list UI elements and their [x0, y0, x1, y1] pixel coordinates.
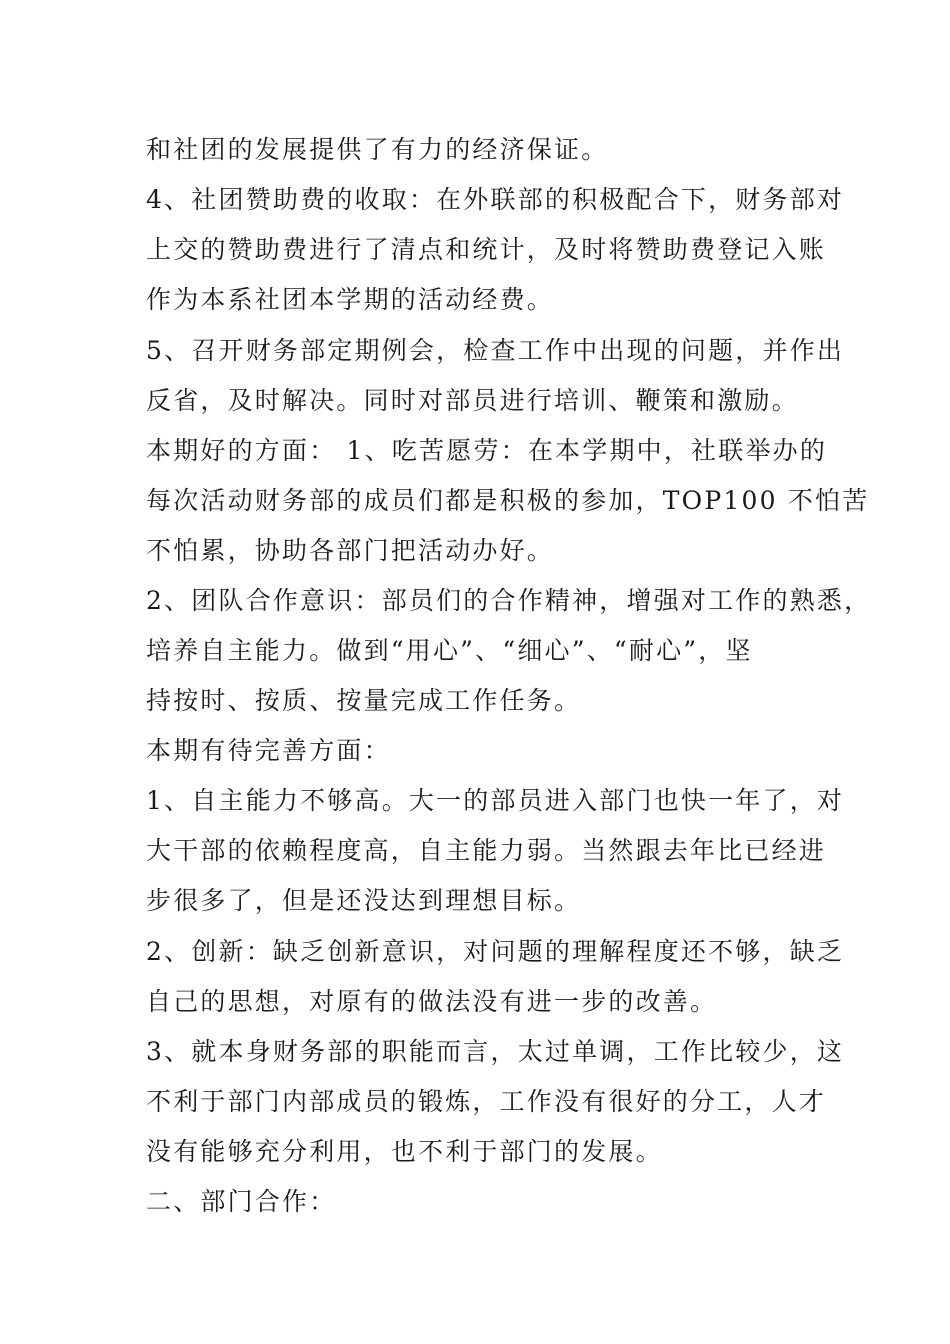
text-line: 4、社团赞助费的收取：在外联部的积极配合下，财务部对: [146, 185, 845, 214]
text-line: 3、就本身财务部的职能而言，太过单调，工作比较少，这: [146, 1037, 845, 1066]
text-line: 作为本系社团本学期的活动经费。: [146, 285, 555, 314]
text-line: 培养自主能力。做到“用心”、“细心”、“耐心”，坚: [146, 636, 753, 665]
text-line: 本期好的方面： 1、吃苦愿劳：在本学期中，社联举办的: [146, 436, 828, 465]
text-line: 1、自主能力不够高。大一的部员进入部门也快一年了，对: [146, 786, 845, 815]
text-line: 2、团队合作意识：部员们的合作精神，增强对工作的熟悉，: [146, 586, 872, 615]
text-line: 不怕累，协助各部门把活动办好。: [146, 536, 555, 565]
text-line: 步很多了，但是还没达到理想目标。: [146, 886, 582, 915]
text-line: 没有能够充分利用，也不利于部门的发展。: [146, 1137, 663, 1166]
text-line: 5、召开财务部定期例会，检查工作中出现的问题，并作出: [146, 336, 845, 365]
text-line: 自己的思想，对原有的做法没有进一步的改善。: [146, 987, 718, 1016]
text-line: 2、创新：缺乏创新意识，对问题的理解程度还不够，缺乏: [146, 937, 845, 966]
section-heading: 二、部门合作：: [146, 1187, 337, 1216]
text-line: 持按时、按质、按量完成工作任务。: [146, 686, 582, 715]
text-line: 每次活动财务部的成员们都是积极的参加，TOP100 不怕苦: [146, 486, 870, 515]
text-line: 上交的赞助费进行了清点和统计，及时将赞助费登记入账: [146, 235, 827, 264]
text-line: 本期有待完善方面：: [146, 736, 391, 765]
text-line: 大干部的依赖程度高，自主能力弱。当然跟去年比已经进: [146, 836, 827, 865]
text-line: 和社团的发展提供了有力的经济保证。: [146, 135, 609, 164]
text-line: 反省，及时解决。同时对部员进行培训、鞭策和激励。: [146, 386, 799, 415]
text-line: 不利于部门内部成员的锻炼，工作没有很好的分工，人才: [146, 1087, 827, 1116]
